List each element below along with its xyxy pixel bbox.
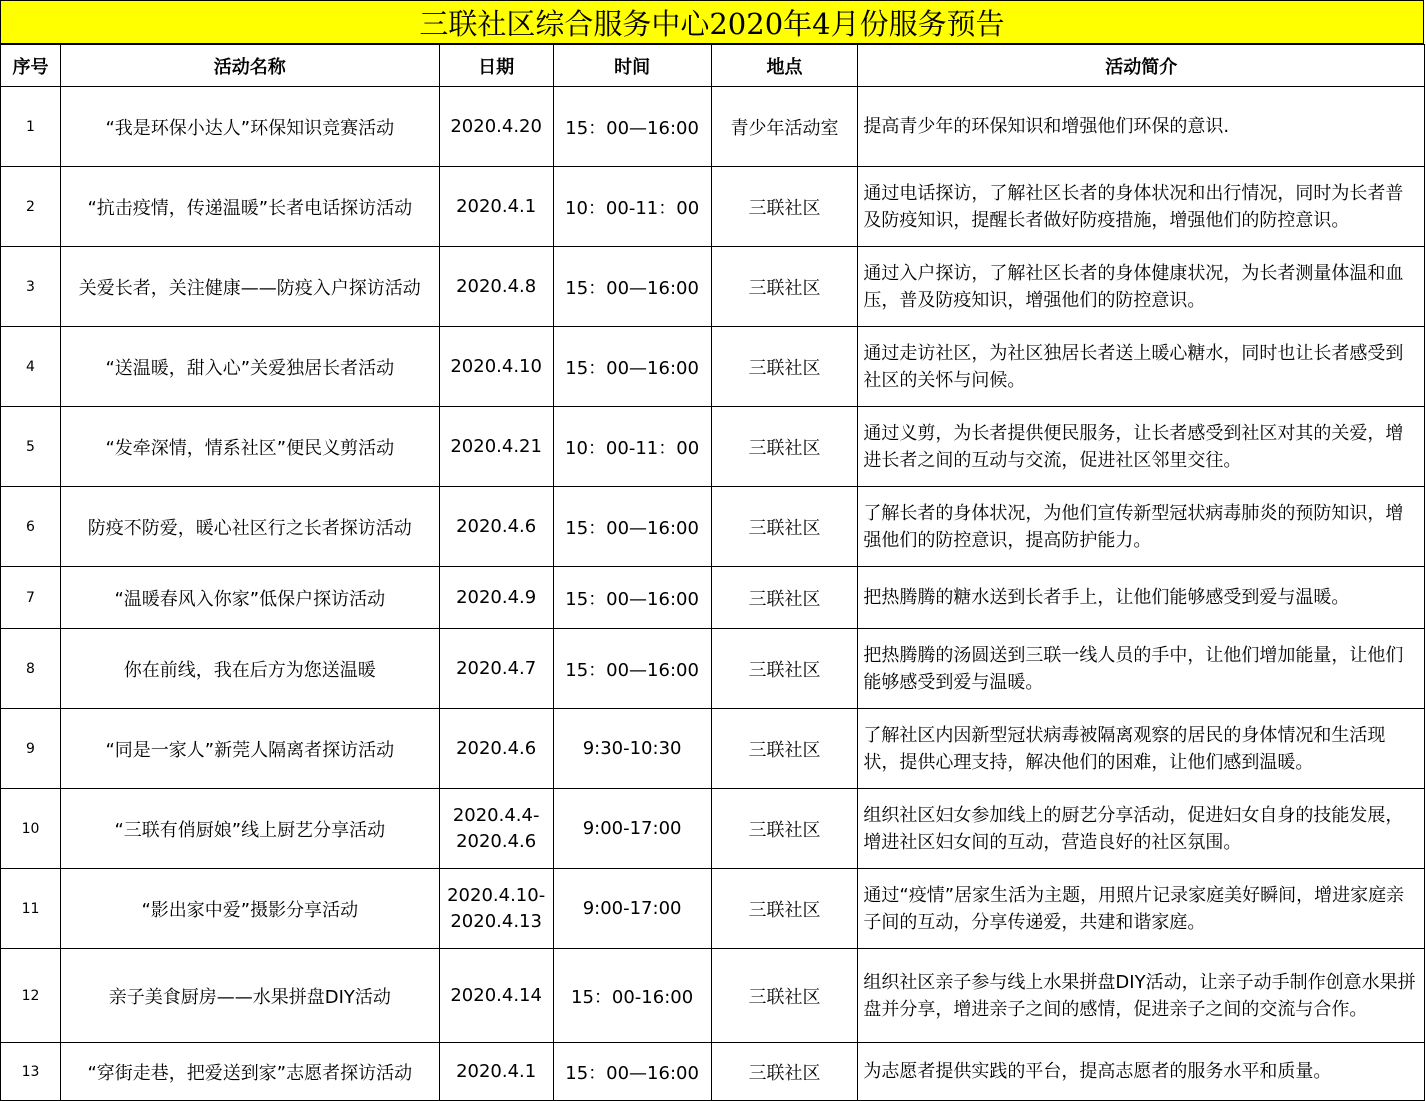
cell-place: 青少年活动室 (711, 87, 858, 167)
cell-intro: 通过义剪，为长者提供便民服务，让长者感受到社区对其的关爱，增进长者之间的互动与交流，促进社区邻里交往。 (858, 407, 1425, 487)
cell-time: 9:00-17:00 (553, 869, 711, 949)
table-row (1, 567, 1425, 629)
date-line: 2020.4.8 (456, 275, 537, 297)
cell-place: 三联社区 (711, 789, 858, 869)
date-line: 2020.4.6 (456, 737, 537, 759)
cell-seq: 9 (1, 709, 61, 789)
cell-name: “穿街走巷，把爱送到家”志愿者探访活动 (60, 1043, 439, 1101)
cell-name: 你在前线，我在后方为您送温暖 (60, 629, 439, 709)
cell-intro: 提高青少年的环保知识和增强他们环保的意识. (858, 87, 1425, 167)
table-row (1, 167, 1425, 247)
cell-time: 10：00-11：00 (553, 407, 711, 487)
cell-intro: 组织社区亲子参与线上水果拼盘DIY活动，让亲子动手制作创意水果拼盘并分享，增进亲子之间的感情，促进亲子之间的交流与合作。 (858, 949, 1425, 1043)
cell-time: 15：00—16:00 (553, 629, 711, 709)
cell-name: 亲子美食厨房——水果拼盘DIY活动 (60, 949, 439, 1043)
cell-date (439, 87, 553, 167)
cell-date (439, 629, 553, 709)
date-line: 2020.4.4- (452, 804, 540, 826)
cell-name: “抗击疫情，传递温暖”长者电话探访活动 (60, 167, 439, 247)
table-row (1, 709, 1425, 789)
cell-intro: 通过走访社区，为社区独居长者送上暖心糖水，同时也让长者感受到社区的关怀与问候。 (858, 327, 1425, 407)
cell-time: 9:00-17:00 (553, 789, 711, 869)
cell-date (439, 869, 553, 949)
cell-seq: 12 (1, 949, 61, 1043)
cell-intro: 把热腾腾的糖水送到长者手上，让他们能够感受到爱与温暖。 (858, 567, 1425, 629)
cell-date (439, 949, 553, 1043)
cell-place: 三联社区 (711, 949, 858, 1043)
header-place: 地点 (711, 45, 858, 87)
cell-seq: 1 (1, 87, 61, 167)
date-line: 2020.4.1 (456, 1060, 537, 1082)
cell-date (439, 487, 553, 567)
cell-intro: 通过电话探访，了解社区长者的身体状况和出行情况，同时为长者普及防疫知识，提醒长者做好防疫措施，增强他们的防控意识。 (858, 167, 1425, 247)
date-line: 2020.4.10- (447, 884, 546, 906)
cell-date (439, 567, 553, 629)
cell-place: 三联社区 (711, 167, 858, 247)
date-line: 2020.4.6 (456, 515, 537, 537)
cell-time: 15：00—16:00 (553, 567, 711, 629)
cell-name: “我是环保小达人”环保知识竞赛活动 (60, 87, 439, 167)
cell-intro: 通过入户探访，了解社区长者的身体健康状况，为长者测量体温和血压，普及防疫知识，增强他们的防控意识。 (858, 247, 1425, 327)
date-line-2: 2020.4.6 (456, 830, 537, 852)
cell-time: 10：00-11：00 (553, 167, 711, 247)
table-row (1, 1043, 1425, 1101)
cell-time: 15：00—16:00 (553, 487, 711, 567)
cell-place: 三联社区 (711, 407, 858, 487)
table-row (1, 869, 1425, 949)
header-row (1, 45, 1425, 87)
cell-time: 15：00—16:00 (553, 1043, 711, 1101)
cell-date (439, 167, 553, 247)
date-line: 2020.4.1 (456, 195, 537, 217)
cell-intro: 了解长者的身体状况，为他们宣传新型冠状病毒肺炎的预防知识，增强他们的防控意识，提高防护能力。 (858, 487, 1425, 567)
cell-date (439, 247, 553, 327)
cell-date (439, 709, 553, 789)
cell-time: 15：00-16:00 (553, 949, 711, 1043)
cell-name: 关爱长者，关注健康——防疫入户探访活动 (60, 247, 439, 327)
cell-time: 9:30-10:30 (553, 709, 711, 789)
table-row (1, 949, 1425, 1043)
cell-date (439, 327, 553, 407)
cell-place: 三联社区 (711, 327, 858, 407)
cell-seq: 4 (1, 327, 61, 407)
date-line: 2020.4.20 (450, 115, 542, 137)
cell-name: 防疫不防爱，暖心社区行之长者探访活动 (60, 487, 439, 567)
header-intro: 活动简介 (858, 45, 1425, 87)
cell-seq: 11 (1, 869, 61, 949)
cell-seq: 6 (1, 487, 61, 567)
header-date: 日期 (439, 45, 553, 87)
cell-date (439, 789, 553, 869)
sheet-title: 三联社区综合服务中心2020年4月份服务预告 (0, 0, 1424, 44)
cell-place: 三联社区 (711, 709, 858, 789)
cell-name: “影出家中爱”摄影分享活动 (60, 869, 439, 949)
cell-intro: 把热腾腾的汤圆送到三联一线人员的手中，让他们增加能量，让他们能够感受到爱与温暖。 (858, 629, 1425, 709)
date-line: 2020.4.7 (456, 657, 537, 679)
cell-intro: 组织社区妇女参加线上的厨艺分享活动，促进妇女自身的技能发展，增进社区妇女间的互动，营造良好的社区氛围。 (858, 789, 1425, 869)
cell-name: “三联有俏厨娘”线上厨艺分享活动 (60, 789, 439, 869)
cell-name: “发牵深情，情系社区”便民义剪活动 (60, 407, 439, 487)
cell-seq: 13 (1, 1043, 61, 1101)
service-table (0, 44, 1425, 1101)
cell-time: 15：00—16:00 (553, 327, 711, 407)
date-line: 2020.4.21 (450, 435, 542, 457)
date-line: 2020.4.10 (450, 355, 542, 377)
cell-name: “送温暖，甜入心”关爱独居长者活动 (60, 327, 439, 407)
cell-date (439, 1043, 553, 1101)
header-name: 活动名称 (60, 45, 439, 87)
table-row (1, 789, 1425, 869)
table-row (1, 407, 1425, 487)
cell-seq: 5 (1, 407, 61, 487)
cell-intro: 为志愿者提供实践的平台，提高志愿者的服务水平和质量。 (858, 1043, 1425, 1101)
cell-seq: 7 (1, 567, 61, 629)
table-row (1, 487, 1425, 567)
date-line: 2020.4.14 (450, 984, 542, 1006)
cell-place: 三联社区 (711, 247, 858, 327)
table-row (1, 629, 1425, 709)
cell-time: 15：00—16:00 (553, 247, 711, 327)
cell-place: 三联社区 (711, 487, 858, 567)
cell-intro: 了解社区内因新型冠状病毒被隔离观察的居民的身体情况和生活现状，提供心理支持，解决他们的困难，让他们感到温暖。 (858, 709, 1425, 789)
cell-name: “温暖春风入你家”低保户探访活动 (60, 567, 439, 629)
header-time: 时间 (553, 45, 711, 87)
table-row (1, 327, 1425, 407)
cell-seq: 8 (1, 629, 61, 709)
cell-seq: 10 (1, 789, 61, 869)
date-line: 2020.4.9 (456, 586, 537, 608)
cell-place: 三联社区 (711, 629, 858, 709)
cell-time: 15：00—16:00 (553, 87, 711, 167)
cell-seq: 3 (1, 247, 61, 327)
date-line-2: 2020.4.13 (450, 910, 542, 932)
cell-seq: 2 (1, 167, 61, 247)
table-row (1, 247, 1425, 327)
header-seq: 序号 (1, 45, 61, 87)
cell-place: 三联社区 (711, 869, 858, 949)
table-row (1, 87, 1425, 167)
cell-date (439, 407, 553, 487)
cell-intro: 通过“疫情”居家生活为主题，用照片记录家庭美好瞬间，增进家庭亲子间的互动，分享传递爱，共建和谐家庭。 (858, 869, 1425, 949)
cell-place: 三联社区 (711, 567, 858, 629)
cell-place: 三联社区 (711, 1043, 858, 1101)
cell-name: “同是一家人”新莞人隔离者探访活动 (60, 709, 439, 789)
